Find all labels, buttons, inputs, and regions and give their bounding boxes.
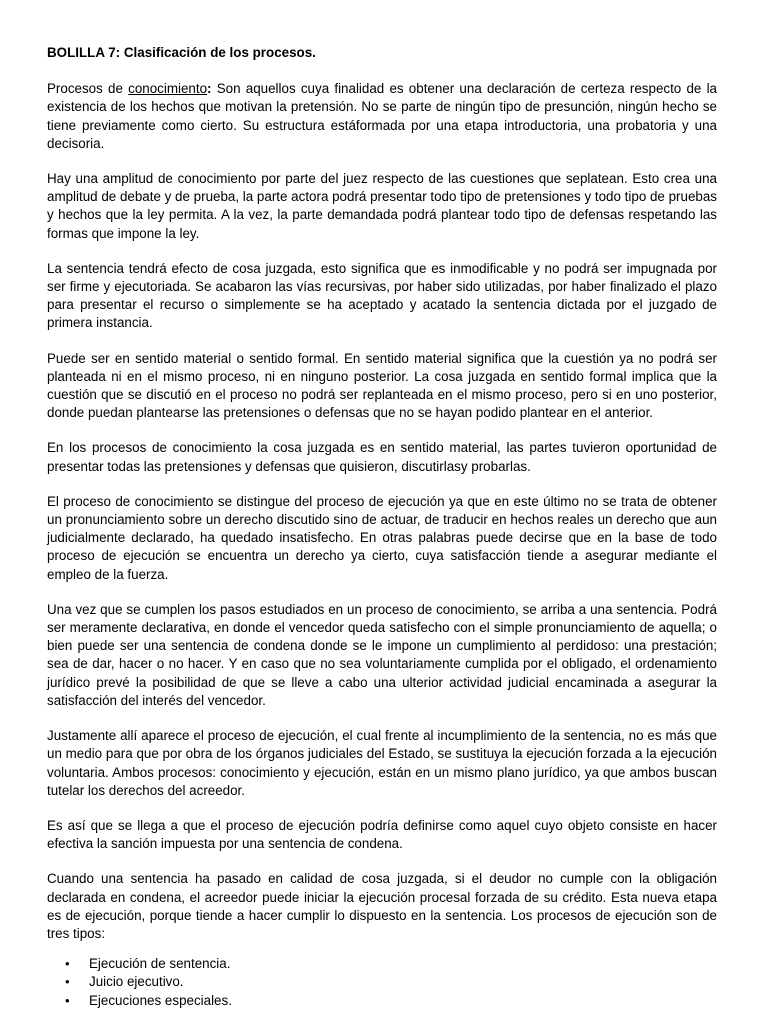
title-text: Clasificación de los procesos. bbox=[120, 45, 316, 60]
list-item-text: Ejecución de sentencia. bbox=[89, 956, 231, 972]
bullet-icon: • bbox=[65, 992, 70, 1008]
paragraph-sentido: Puede ser en sentido material o sentido formal. En sentido material significa que la cuestión ya no podrá ser planteada ni en el mismo proceso, ni en ninguno posterior. La cosa juzgada en sentido formal implica que la cuestión que se discutió en el proceso no podrá ser replanteada en el mismo proceso, pero si en uno posterior, donde puedan plantearse las pretensiones o defensas que no se hayan podido plantear en el anterior. bbox=[47, 350, 717, 421]
tipos-list bbox=[47, 955, 717, 1010]
term-colon: : bbox=[207, 81, 212, 97]
paragraph-definition-rest: Son aquellos cuya finalidad es obtener una declaración de certeza respecto de la existencia de los hechos que motivan la pretensión. No se parte de ningún tipo de presunción, ningún hecho se tiene previamente como cierto. Su estructura estáformada por una etapa introductoria, una probatoria y una decisoria. bbox=[47, 81, 717, 151]
bullet-icon: • bbox=[65, 974, 70, 990]
paragraph-ejecucion: El proceso de conocimiento se distingue del proceso de ejecución ya que en este último no se trata de obtener un pronunciamiento sobre un derecho discutido sino de actuar, de traducir en hechos reales un derecho que aun judicialmente declarado, ha quedado insatisfecho. En otras palabras puede decirse que en la base de todo proceso de ejecución se encuentra un derecho ya cierto, cuya satisfacción tiende a asegurar mediante el empleo de la fuerza. bbox=[47, 493, 717, 582]
paragraph-amplitud: Hay una amplitud de conocimiento por parte del juez respecto de las cuestiones que seplatean. Esto crea una amplitud de debate y de prueba, la parte actora podrá presentar todo tipo de pretensiones y todo tipo de pruebas y hechos que la ley permita. A la vez, la parte demandada podrá plantear todo tipo de defensas respetando las formas que impone la ley. bbox=[47, 171, 717, 241]
underlined-term: conocimiento bbox=[128, 81, 208, 97]
list-item-text: Juicio ejecutivo. bbox=[89, 974, 184, 990]
paragraph-definition bbox=[47, 80, 717, 153]
paragraph-sentencia: Una vez que se cumplen los pasos estudiados en un proceso de conocimiento, se arriba a una sentencia. Podrá ser meramente declarativa, en donde el vencedor queda satisfecho con el simple pronunciamiento de aquella; o bien puede ser una sentencia de condena donde se le impone un cumplimiento al perdidoso: una prestación; sea de dar, hacer o no hacer. Y en caso que no sea voluntariamente cumplida por el obligado, el ordenamiento jurídico prevé la posibilidad de que se lleve a cabo una ulterior actividad judicial encaminada a asegurar la satisfacción del interés del vencedor. bbox=[47, 601, 717, 708]
list-item bbox=[47, 955, 717, 973]
document-title bbox=[47, 44, 717, 62]
list-item-text: Ejecuciones especiales. bbox=[89, 992, 232, 1008]
document-page bbox=[47, 44, 717, 1010]
paragraph-definicion-ejecucion: Es así que se llega a que el proceso de ejecución podría definirse como aquel cuyo objeto consiste en hacer efectiva la sanción impuesta por una sentencia de condena. bbox=[47, 817, 717, 852]
bullet-icon: • bbox=[65, 956, 70, 972]
list-item bbox=[47, 973, 717, 991]
paragraph-cosa-juzgada: La sentencia tendrá efecto de cosa juzgada, esto significa que es inmodificable y no podrá ser impugnada por ser firme y ejecutoriada. Se acabaron las vías recursivas, por haber sido utilizadas, por haber finalizado el plazo para presentar el recurso o simplemente se ha aceptado y acatado la sentencia dictada por el juzgado de primera instancia. bbox=[47, 260, 717, 331]
paragraph-definition-lead: Procesos de bbox=[47, 81, 129, 97]
title-label: BOLILLA 7: bbox=[47, 45, 121, 60]
paragraph-material: En los procesos de conocimiento la cosa juzgada es en sentido material, las partes tuvieron oportunidad de presentar todas las pretensiones y defensas que quisieron, discutirlasy probarlas. bbox=[47, 440, 717, 474]
list-item bbox=[47, 992, 717, 1010]
paragraph-tipos: Cuando una sentencia ha pasado en calidad de cosa juzgada, si el deudor no cumple con la obligación declarada en condena, el acreedor puede iniciar la ejecución procesal forzada de su crédito. Esta nueva etapa es de ejecución, porque tiende a hacer cumplir lo dispuesto en la sentencia. Los procesos de ejecución son de tres tipos: bbox=[47, 871, 717, 941]
paragraph-justamente: Justamente allí aparece el proceso de ejecución, el cual frente al incumplimiento de la sentencia, no es más que un medio para que por obra de los órganos judiciales del Estado, se sustituya la ejecución forzada a la ejecución voluntaria. Ambos procesos: conocimiento y ejecución, están en un mismo plano jurídico, ya que ambos buscan tutelar los derechos del acreedor. bbox=[47, 728, 717, 798]
